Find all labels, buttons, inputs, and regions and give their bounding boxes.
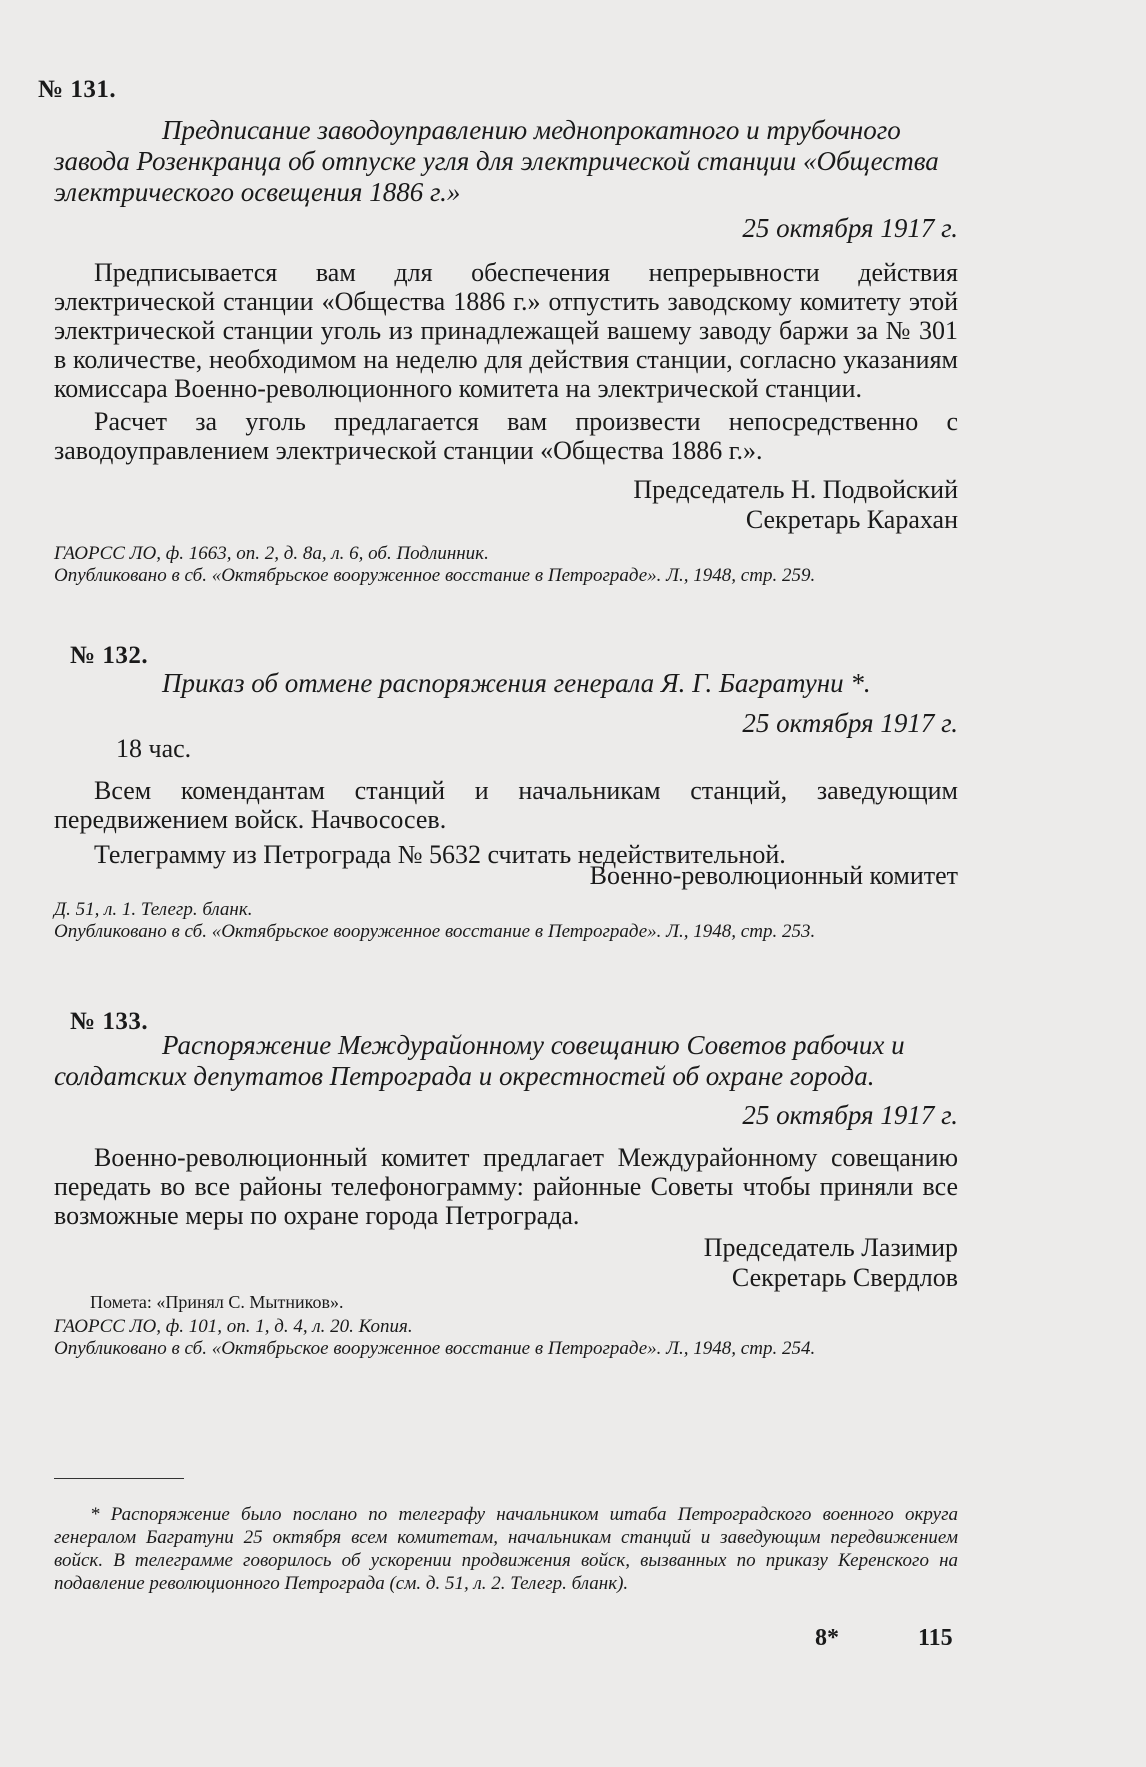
page-signature: 8* [815, 1625, 839, 1651]
doc-131-para-1 [54, 258, 958, 465]
doc-131-title: Предписание заводоуправлению меднопрокатного и трубочного завода Розенкранца об отпуске угля для электрической станции «Общества электрического освещения 1886 г.» [54, 115, 939, 207]
doc-131-paragraph: Предписывается вам для обеспечения непрерывности действия электрической станции «Общества 1886 г.» отпустить заводскому комитету этой электрической станции уголь из принадлежащей вашему заводу баржи за № 301 в количестве, необходимом на неделю для действия станции, согласно указаниям комиссара Военно-революционного комитета на электрической станции. [54, 258, 958, 403]
doc-133-date: 25 октября 1917 г. [742, 1100, 958, 1130]
doc-132-time: 18 час. [116, 734, 192, 763]
page-number: 115 [918, 1625, 953, 1651]
footnote: * Распоряжение было послано по телеграфу начальником штаба Петроградского военного округа генералом Багратуни 25 октября всем комитетам, начальникам станций и заведующим передвижением войск. В телеграмме говорилось об ускорении продвижения войск, вызванных по приказу Керенского на подавление революционного Петрограда (см. д. 51, л. 2. Телегр. бланк). [54, 1504, 958, 1594]
publication-reference: Опубликовано в сб. «Октябрьское вооруженное восстание в Петрограде». Л., 1948, стр. 254. [54, 1338, 816, 1359]
doc-131-date: 25 октября 1917 г. [742, 213, 958, 243]
doc-133-paragraph: Военно-революционный комитет предлагает Междурайонному совещанию передать во все районы телефонограмму: районные Советы чтобы приняли все возможные меры по охране города Петрограда. [54, 1143, 958, 1230]
archive-reference: ГАОРСС ЛО, ф. 1663, оп. 2, д. 8а, л. 6, об. Подлинник. [54, 543, 489, 564]
resolution-mark: Пометa: «Принял С. Мытников». [90, 1292, 344, 1312]
doc-131-number: № 131. [38, 76, 117, 103]
publication-reference: Опубликовано в сб. «Октябрьское вооруженное восстание в Петрограде». Л., 1948, стр. 253. [54, 921, 816, 942]
doc-133-signatures [54, 1233, 958, 1293]
doc-132-number: № 132. [70, 642, 149, 669]
doc-132-source [54, 899, 958, 943]
doc-131-signatures [54, 475, 958, 535]
doc-132-committee: Военно-революционный комитет [589, 861, 958, 890]
doc-133-source [54, 1291, 958, 1360]
doc-133-body [54, 1143, 958, 1230]
doc-131-source [54, 543, 958, 587]
doc-132-title: Приказ об отмене распоряжения генерала Я. Г. Багратуни *. [162, 668, 871, 698]
doc-131-paragraph: Расчет за уголь предлагается вам произвести непосредственно с заводоуправлением электрической станции «Общества 1886 г.». [54, 407, 958, 465]
doc-133-secretary: Секретарь Свердлов [731, 1263, 958, 1292]
archive-reference: ГАОРСС ЛО, ф. 101, оп. 1, д. 4, л. 20. Копия. [54, 1316, 413, 1337]
doc-132-paragraph: Телеграмму из Петрограда № 5632 считать недействительной. [94, 840, 786, 869]
doc-132-body [54, 776, 958, 869]
publication-reference: Опубликовано в сб. «Октябрьское вооруженное восстание в Петрограде». Л., 1948, стр. 259. [54, 565, 816, 586]
doc-131-chairman: Председатель Н. Подвойский [633, 475, 958, 504]
doc-132-paragraph: Всем комендантам станций и начальникам станций, заведующим передвижением войск. Начвососев. [54, 776, 958, 834]
doc-133-number: № 133. [70, 1008, 149, 1035]
footnote-divider [54, 1478, 184, 1479]
doc-132-date: 25 октября 1917 г. [742, 708, 958, 738]
doc-131-secretary: Секретарь Карахан [745, 505, 958, 534]
doc-133-title: Распоряжение Междурайонному совещанию Советов рабочих и солдатских депутатов Петрограда и окрестностей об охране города. [54, 1030, 905, 1091]
archive-reference: Д. 51, л. 1. Телегр. бланк. [54, 899, 253, 920]
doc-133-chairman: Председатель Лазимир [703, 1233, 958, 1262]
doc-132-signatures [54, 861, 958, 891]
